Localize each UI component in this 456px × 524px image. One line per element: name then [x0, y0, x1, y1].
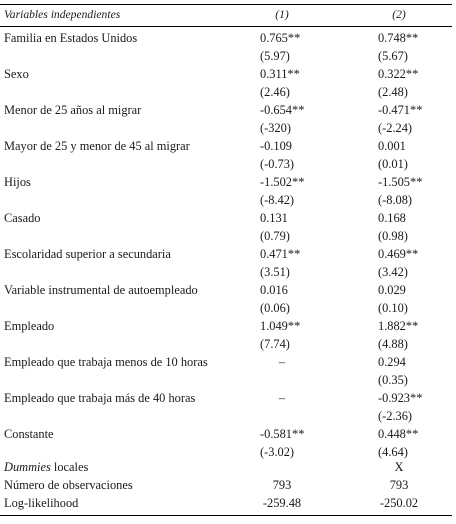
tstat-col1: (0.79): [260, 229, 290, 243]
coef-col2: 0.322**: [378, 67, 419, 81]
header-rule: [0, 26, 452, 27]
tstat-row: [0, 299, 456, 317]
coef-col2: -1.505**: [378, 175, 423, 189]
tstat-col1: (-3.02): [260, 445, 295, 459]
row-label: Empleado: [4, 319, 55, 333]
tstat-col2: (2.48): [378, 85, 408, 99]
coef-col1: 0.131: [260, 211, 288, 225]
tstat-col2: (4.64): [378, 445, 408, 459]
table-row: [0, 317, 456, 335]
tstat-col2: (-2.36): [378, 409, 413, 423]
table-row: [0, 353, 456, 371]
table-row: [0, 173, 456, 191]
row-label: Casado: [4, 211, 41, 225]
table-row: [0, 209, 456, 227]
coef-col2: 0.168: [378, 211, 406, 225]
observations-label: Número de observaciones: [4, 478, 133, 492]
coef-col2: -0.471**: [378, 103, 423, 117]
coef-col1: –: [278, 355, 286, 369]
tstat-col1: (2.46): [260, 85, 290, 99]
tstat-col1: (3.51): [260, 265, 290, 279]
coef-col2: 0.001: [378, 139, 406, 153]
tstat-col1: (-8.42): [260, 193, 295, 207]
header-col1: (1): [275, 8, 289, 21]
row-label: Empleado que trabaja menos de 10 horas: [4, 355, 208, 369]
tstat-col2: (0.10): [378, 301, 408, 315]
coef-col1: –: [278, 391, 286, 405]
row-label: Menor de 25 años al migrar: [4, 103, 142, 117]
table-row: [0, 425, 456, 443]
observations-col2: 793: [389, 478, 409, 492]
tstat-col2: (0.98): [378, 229, 408, 243]
tstat-row: [0, 155, 456, 173]
tstat-col2: (3.42): [378, 265, 408, 279]
coef-col1: 0.311**: [260, 67, 300, 81]
tstat-col2: (5.67): [378, 49, 408, 63]
tstat-row: [0, 263, 456, 281]
table-row: [0, 137, 456, 155]
tstat-col1: (-0.73): [260, 157, 295, 171]
loglikelihood-col1: -259.48: [262, 496, 302, 510]
observations-col1: 793: [272, 478, 292, 492]
tstat-row: [0, 191, 456, 209]
tstat-row: [0, 227, 456, 245]
tstat-row: [0, 83, 456, 101]
coef-col2: -0.923**: [378, 391, 423, 405]
header-col2: (2): [392, 8, 406, 21]
table-row: [0, 389, 456, 407]
row-label: Empleado que trabaja más de 40 horas: [4, 391, 196, 405]
coef-col2: 0.294: [378, 355, 406, 369]
coef-col2: 0.748**: [378, 31, 419, 45]
top-rule: [0, 4, 452, 5]
dummies-label: [4, 458, 88, 476]
coef-col2: 0.448**: [378, 427, 419, 441]
coef-col1: 1.049**: [260, 319, 301, 333]
coef-col1: -0.654**: [260, 103, 305, 117]
row-label: Hijos: [4, 175, 31, 189]
loglikelihood-label: Log-likelihood: [4, 496, 79, 510]
row-label: Mayor de 25 y menor de 45 al migrar: [4, 139, 190, 153]
table-row: [0, 245, 456, 263]
row-label: Constante: [4, 427, 54, 441]
header-row: [0, 6, 456, 24]
coef-col2: 0.029: [378, 283, 406, 297]
dummies-label-italic: Dummies: [4, 460, 51, 474]
coef-col1: -0.581**: [260, 427, 305, 441]
coef-col1: 0.471**: [260, 247, 301, 261]
tstat-col1: (7.74): [260, 337, 290, 351]
row-label: Escolaridad superior a secundaria: [4, 247, 171, 261]
row-label: Variable instrumental de autoempleado: [4, 283, 198, 297]
tstat-col2: (-8.08): [378, 193, 413, 207]
table-row: [0, 281, 456, 299]
table-row: [0, 65, 456, 83]
tstat-row: [0, 407, 456, 425]
tstat-col1: (0.06): [260, 301, 290, 315]
row-label: Familia en Estados Unidos: [4, 31, 138, 45]
bottom-rule: [0, 515, 452, 516]
dummies-col2: X: [394, 460, 404, 474]
header-variables-label: Variables independientes: [4, 8, 121, 21]
loglikelihood-col2: -250.02: [379, 496, 419, 510]
dummies-label-rest: locales: [50, 460, 89, 474]
tstat-row: [0, 335, 456, 353]
coef-col1: 0.016: [260, 283, 288, 297]
coef-col1: 0.765**: [260, 31, 301, 45]
tstat-col2: (4.88): [378, 337, 408, 351]
tstat-row: [0, 119, 456, 137]
tstat-col2: (0.35): [378, 373, 408, 387]
observations-row: [0, 476, 456, 494]
coef-col1: -1.502**: [260, 175, 305, 189]
loglikelihood-row: [0, 494, 456, 512]
table-row: [0, 29, 456, 47]
table-row: [0, 101, 456, 119]
tstat-row: [0, 371, 456, 389]
coef-col2: 0.469**: [378, 247, 419, 261]
tstat-row: [0, 47, 456, 65]
tstat-col2: (0.01): [378, 157, 408, 171]
coef-col2: 1.882**: [378, 319, 419, 333]
tstat-col2: (-2.24): [378, 121, 413, 135]
coef-col1: -0.109: [260, 139, 293, 153]
row-label: Sexo: [4, 67, 29, 81]
tstat-col1: (5.97): [260, 49, 290, 63]
dummies-row: [0, 458, 456, 476]
tstat-col1: (-320): [260, 121, 291, 135]
